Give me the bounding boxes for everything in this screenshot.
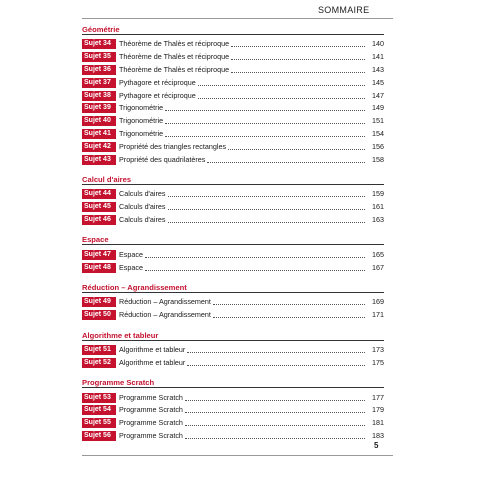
dot-leader: [168, 187, 365, 197]
subject-badge: Sujet 39: [82, 103, 116, 113]
footer-divider: [82, 455, 393, 456]
entry-page-number: 177: [372, 392, 384, 402]
subject-badge: Sujet 42: [82, 142, 116, 152]
entry-page-number: 163: [372, 214, 384, 224]
dot-leader: [207, 153, 365, 163]
entry-page-number: 151: [372, 116, 384, 126]
subject-badge: Sujet 56: [82, 431, 116, 441]
dot-leader: [145, 261, 365, 271]
entry-title: Propriété des triangles rectangles: [119, 141, 227, 151]
dot-leader: [213, 295, 365, 305]
dot-leader: [185, 403, 365, 413]
toc-entry[interactable]: [82, 115, 384, 128]
entry-title: Réduction – Agrandissement: [119, 310, 211, 320]
dot-leader: [185, 429, 365, 439]
entry-page-number: 143: [372, 64, 384, 74]
subject-badge: Sujet 41: [82, 129, 116, 139]
entry-title: Calculs d'aires: [119, 214, 166, 224]
toc-section: [82, 377, 384, 442]
toc-entry[interactable]: [82, 430, 384, 443]
toc-entry[interactable]: [82, 76, 384, 89]
entry-title: Calculs d'aires: [119, 189, 166, 199]
dot-leader: [168, 200, 365, 210]
entry-page-number: 173: [372, 344, 384, 354]
toc-entry[interactable]: [82, 417, 384, 430]
entry-page-number: 171: [372, 310, 384, 320]
section-title: Algorithme et tableur: [82, 330, 384, 341]
dot-leader: [187, 343, 365, 353]
entry-page-number: 159: [372, 189, 384, 199]
subject-badge: Sujet 38: [82, 91, 116, 101]
entry-title: Réduction – Agrandissement: [119, 297, 211, 307]
toc-section: [82, 174, 384, 226]
entry-page-number: 183: [372, 430, 384, 440]
toc-section: [82, 330, 384, 370]
subject-badge: Sujet 49: [82, 297, 116, 307]
toc-entry[interactable]: [82, 201, 384, 214]
toc-entry[interactable]: [82, 248, 384, 261]
subject-badge: Sujet 54: [82, 405, 116, 415]
subject-badge: Sujet 53: [82, 393, 116, 403]
entry-page-number: 169: [372, 297, 384, 307]
subject-badge: Sujet 34: [82, 39, 116, 49]
table-of-contents: [82, 24, 384, 450]
toc-entry[interactable]: [82, 261, 384, 274]
subject-badge: Sujet 35: [82, 52, 116, 62]
entry-title: Théorème de Thalès et réciproque: [119, 39, 230, 49]
subject-badge: Sujet 37: [82, 78, 116, 88]
dot-leader: [198, 89, 365, 99]
toc-section: [82, 24, 384, 166]
entry-title: Trigonométrie: [119, 116, 164, 126]
subject-badge: Sujet 36: [82, 65, 116, 75]
entry-page-number: 140: [372, 39, 384, 49]
entry-page-number: 147: [372, 90, 384, 100]
entry-title: Programme Scratch: [119, 405, 183, 415]
toc-entry[interactable]: [82, 89, 384, 102]
entry-title: Trigonométrie: [119, 103, 164, 113]
subject-badge: Sujet 48: [82, 263, 116, 273]
entry-title: Pythagore et réciproque: [119, 90, 196, 100]
entry-page-number: 154: [372, 128, 384, 138]
toc-entry[interactable]: [82, 344, 384, 357]
subject-badge: Sujet 55: [82, 418, 116, 428]
entry-page-number: 149: [372, 103, 384, 113]
subject-badge: Sujet 46: [82, 215, 116, 225]
entry-page-number: 179: [372, 405, 384, 415]
dot-leader: [228, 140, 365, 150]
dot-leader: [187, 356, 365, 366]
subject-badge: Sujet 44: [82, 189, 116, 199]
dot-leader: [231, 37, 365, 47]
dot-leader: [231, 50, 365, 60]
dot-leader: [165, 101, 365, 111]
toc-entry[interactable]: [82, 64, 384, 77]
entry-title: Algorithme et tableur: [119, 344, 186, 354]
entry-page-number: 167: [372, 262, 384, 272]
subject-badge: Sujet 40: [82, 116, 116, 126]
toc-entry[interactable]: [82, 188, 384, 201]
entry-title: Espace: [119, 249, 143, 259]
dot-leader: [198, 76, 365, 86]
entry-title: Théorème de Thalès et réciproque: [119, 52, 230, 62]
toc-section: [82, 234, 384, 274]
dot-leader: [168, 213, 365, 223]
header-divider: [82, 18, 393, 19]
entry-page-number: 181: [372, 418, 384, 428]
section-title: Calcul d'aires: [82, 174, 384, 185]
dot-leader: [185, 416, 365, 426]
toc-entry[interactable]: [82, 102, 384, 115]
toc-entry[interactable]: [82, 356, 384, 369]
entry-title: Algorithme et tableur: [119, 357, 186, 367]
entry-page-number: 145: [372, 77, 384, 87]
toc-entry[interactable]: [82, 128, 384, 141]
entry-title: Trigonométrie: [119, 128, 164, 138]
subject-badge: Sujet 50: [82, 310, 116, 320]
toc-entry[interactable]: [82, 296, 384, 309]
toc-section: [82, 282, 384, 322]
subject-badge: Sujet 47: [82, 250, 116, 260]
entry-page-number: 175: [372, 357, 384, 367]
dot-leader: [213, 308, 365, 318]
entry-page-number: 141: [372, 52, 384, 62]
entry-page-number: 158: [372, 154, 384, 164]
toc-entry[interactable]: [82, 38, 384, 51]
section-title: Réduction – Agrandissement: [82, 282, 384, 293]
entry-title: Théorème de Thalès et réciproque: [119, 64, 230, 74]
section-title: Espace: [82, 234, 384, 245]
section-title: Géométrie: [82, 24, 384, 35]
toc-entry[interactable]: [82, 391, 384, 404]
entry-title: Calculs d'aires: [119, 202, 166, 212]
entry-title: Pythagore et réciproque: [119, 77, 196, 87]
page-number: 5: [374, 441, 379, 450]
entry-title: Programme Scratch: [119, 418, 183, 428]
subject-badge: Sujet 52: [82, 358, 116, 368]
toc-entry[interactable]: [82, 140, 384, 153]
toc-entry[interactable]: [82, 51, 384, 64]
dot-leader: [145, 248, 365, 258]
dot-leader: [165, 127, 365, 137]
dot-leader: [165, 114, 365, 124]
subject-badge: Sujet 51: [82, 345, 116, 355]
entry-page-number: 156: [372, 141, 384, 151]
section-title: Programme Scratch: [82, 377, 384, 388]
entry-title: Espace: [119, 262, 143, 272]
entry-title: Programme Scratch: [119, 392, 183, 402]
dot-leader: [231, 63, 365, 73]
entry-title: Programme Scratch: [119, 430, 183, 440]
header-title: SOMMAIRE: [318, 5, 370, 15]
entry-title: Propriété des quadrilatères: [119, 154, 206, 164]
subject-badge: Sujet 45: [82, 202, 116, 212]
toc-entry[interactable]: [82, 153, 384, 166]
subject-badge: Sujet 43: [82, 155, 116, 165]
toc-entry[interactable]: [82, 309, 384, 322]
entry-page-number: 165: [372, 249, 384, 259]
entry-page-number: 161: [372, 202, 384, 212]
toc-entry[interactable]: [82, 404, 384, 417]
dot-leader: [185, 391, 365, 401]
toc-entry[interactable]: [82, 214, 384, 227]
